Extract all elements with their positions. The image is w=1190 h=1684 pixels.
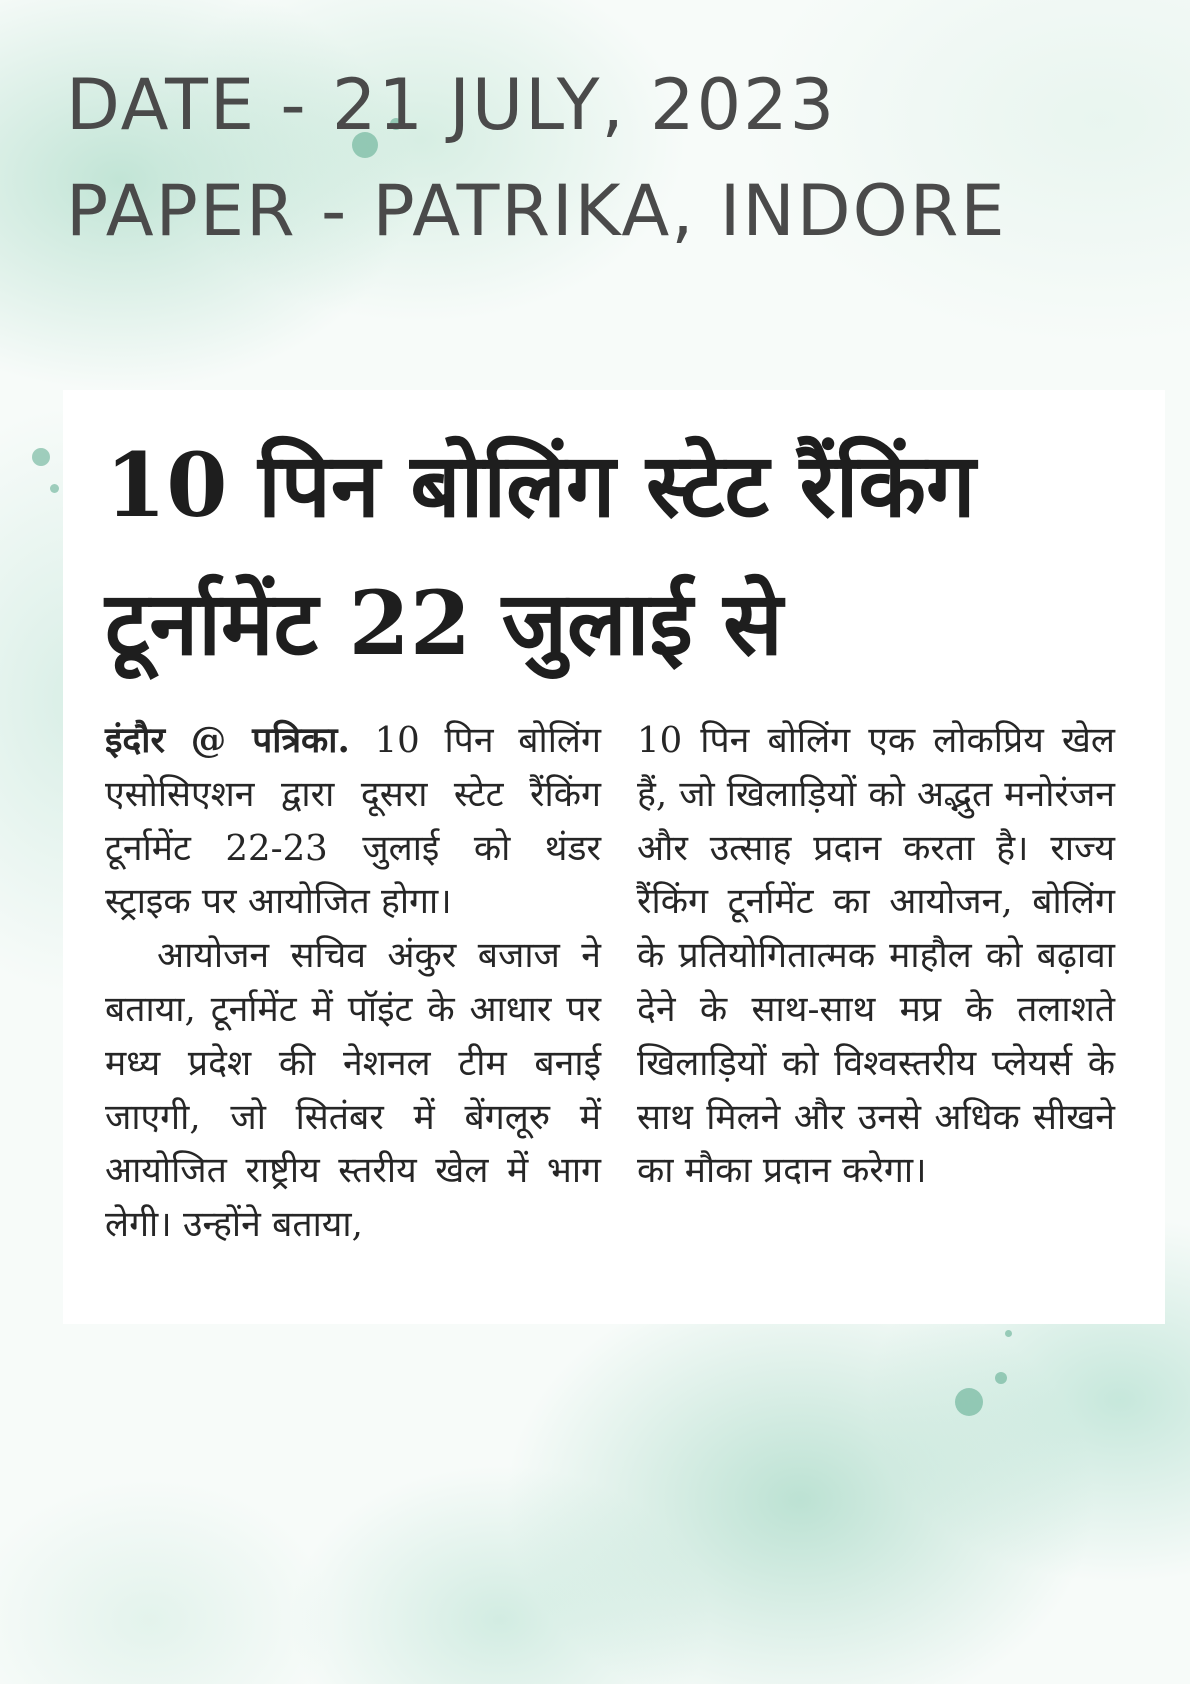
article-headline (105, 416, 1115, 692)
paint-speck (955, 1388, 983, 1416)
paint-speck (50, 484, 59, 493)
paint-speck (1005, 1330, 1012, 1337)
paper-line: PAPER - PATRIKA, INDORE (66, 170, 1007, 252)
article-paragraph-1 (105, 714, 601, 929)
headline-line-1: 10 पिन बोलिंग स्टेट रैंकिंग (105, 433, 976, 537)
headline-line-2: टूर्नामेंट 22 जुलाई से (105, 571, 783, 675)
article-column-right (637, 714, 1115, 1198)
article-dateline: इंदौर @ पत्रिका. (105, 720, 350, 761)
header-block (66, 52, 1007, 264)
paint-speck (32, 448, 50, 466)
article-paragraph-2: आयोजन सचिव अंकुर बजाज ने बताया, टूर्नामेंट में पॉइंट के आधार पर मध्य प्रदेश की नेशनल टीम बनाई जाएगी, जो सितंबर में बेंगलूरु में आयोजित राष्ट्रीय स्तरीय खेल में भाग लेगी। उन्होंने बताया, (105, 935, 601, 1246)
paint-speck (995, 1372, 1007, 1384)
date-line: DATE - 21 JULY, 2023 (66, 64, 837, 146)
paragraph-1-text: 10 पिन बोलिंग एसोसिएशन द्वारा दूसरा स्टेट रैंकिंग टूर्नामेंट 22-23 जुलाई को थंडर स्ट्राइक पर आयोजित होगा। (105, 720, 601, 923)
article-paragraph-3: 10 पिन बोलिंग एक लोकप्रिय खेल हैं, जो खिलाड़ियों को अद्भुत मनोरंजन और उत्साह प्रदान करता है। राज्य रैंकिंग टूर्नामेंट का आयोजन, बोलिंग के प्रतियोगितात्मक माहौल को बढ़ावा देने के साथ-साथ मप्र के तलाशते खिलाड़ियों को विश्वस्तरीय प्लेयर्स के साथ मिलने और उनसे अधिक सीखने का मौका प्रदान करेगा। (637, 720, 1115, 1192)
newspaper-clipping (63, 390, 1165, 1324)
article-column-left (105, 714, 601, 1252)
